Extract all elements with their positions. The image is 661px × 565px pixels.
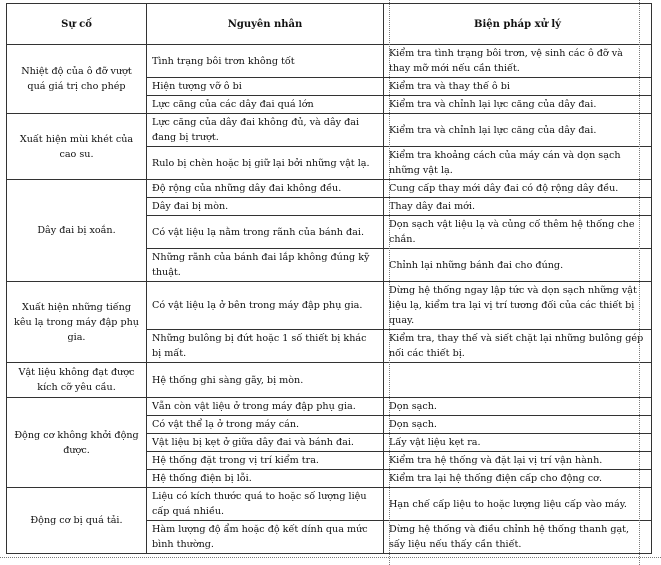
issue-cell: Nhiệt độ của ô đỡ vượt quá giá trị cho phép [7,45,147,114]
cause-cell: Hệ thống ghi sàng gãy, bị mòn. [147,363,384,398]
fix-cell: Kiểm tra và chỉnh lại lực căng của dây đai. [384,114,652,147]
cause-cell: Liệu có kích thước quá to hoặc số lượng liệu cấp quá nhiều. [147,488,384,521]
document-page [6,3,651,554]
header-fix: Biện pháp xử lý [384,4,652,45]
fix-cell: Hạn chế cấp liệu to hoặc lượng liệu cấp vào máy. [384,488,652,521]
fix-cell: Kiểm tra tình trạng bôi trơn, vệ sinh các ô đỡ và thay mỡ mới nếu cần thiết. [384,45,652,78]
cause-cell: Có vật thể lạ ở trong máy cán. [147,416,384,434]
header-cause: Nguyên nhân [147,4,384,45]
fix-cell: Cung cấp thay mới dây đai có độ rộng dây đều. [384,180,652,198]
cause-cell: Rulo bị chèn hoặc bị giữ lại bởi những vật lạ. [147,147,384,180]
issue-cell: Vật liệu không đạt được kích cỡ yêu cầu. [7,363,147,398]
cause-cell: Hệ thống đặt trong vị trí kiểm tra. [147,452,384,470]
table-row [7,363,652,398]
table-row [7,114,652,147]
issue-cell: Động cơ bị quá tải. [7,488,147,554]
table-header-row [7,4,652,45]
cause-cell: Vật liệu bị kẹt ở giữa dây đai và bánh đai. [147,434,384,452]
fix-cell [384,363,652,398]
cause-cell: Có vật liệu lạ nằm trong rãnh của bánh đai. [147,216,384,249]
fix-cell: Kiểm tra lại hệ thống điện cấp cho động cơ. [384,470,652,488]
margin-guide-vertical [389,0,390,565]
fix-cell: Dừng hệ thống và điều chỉnh hệ thống thanh gạt, sấy liệu nếu thấy cần thiết. [384,521,652,554]
cause-cell: Có vật liệu lạ ở bên trong máy đập phụ gia. [147,282,384,330]
fix-cell: Thay dây đai mới. [384,198,652,216]
fix-cell: Kiểm tra và chỉnh lại lực căng của dây đai. [384,96,652,114]
fix-cell: Kiểm tra, thay thế và siết chặt lại những bulông gép nối các thiết bị. [384,330,652,363]
table-row [7,45,652,78]
cause-cell: Những bulông bị đứt hoặc 1 số thiết bị khác bị mất. [147,330,384,363]
cause-cell: Độ rộng của những dây đai không đều. [147,180,384,198]
fix-cell: Dọn sạch. [384,398,652,416]
header-issue: Sự cố [7,4,147,45]
issue-cell: Động cơ không khởi động được. [7,398,147,488]
issue-cell: Dây đai bị xoắn. [7,180,147,282]
table-row [7,398,652,416]
fix-cell: Dọn sạch vật liệu lạ và củng cố thêm hệ thống che chắn. [384,216,652,249]
cause-cell: Hệ thống điện bị lỗi. [147,470,384,488]
margin-guide-horizontal [0,557,661,558]
cause-cell: Hàm lượng độ ẩm hoặc độ kết dính qua mức bình thường. [147,521,384,554]
issue-cell: Xuất hiện mùi khét của cao su. [7,114,147,180]
table-row [7,282,652,330]
fix-cell: Kiểm tra khoảng cách của máy cán và dọn sạch những vật lạ. [384,147,652,180]
fix-cell: Lấy vật liệu kẹt ra. [384,434,652,452]
cause-cell: Hiện tượng vỡ ô bi [147,78,384,96]
fix-cell: Chỉnh lại những bánh đai cho đúng. [384,249,652,282]
cause-cell: Lực căng của các dây đai quá lớn [147,96,384,114]
cause-cell: Lực căng của dây đai không đủ, và dây đai đang bị trượt. [147,114,384,147]
cause-cell: Tình trạng bôi trơn không tốt [147,45,384,78]
fix-cell: Dừng hệ thống ngay lập tức và dọn sạch những vật liệu lạ, kiểm tra lại vị trí tương đối của các thiết bị quay. [384,282,652,330]
margin-guide-vertical-right [639,0,640,565]
table-row [7,488,652,521]
fix-cell: Kiểm tra hệ thống và đặt lại vị trí vận hành. [384,452,652,470]
issue-cell: Xuất hiện những tiếng kêu lạ trong máy đập phụ gia. [7,282,147,363]
table-row [7,180,652,198]
table-body [7,45,652,554]
fix-cell: Dọn sạch. [384,416,652,434]
cause-cell: Những rãnh của bánh đai lắp không đúng kỹ thuật. [147,249,384,282]
fix-cell: Kiểm tra và thay thế ô bi [384,78,652,96]
cause-cell: Dây đai bị mòn. [147,198,384,216]
troubleshooting-table [6,3,652,554]
cause-cell: Vẫn còn vật liệu ở trong máy đập phụ gia. [147,398,384,416]
